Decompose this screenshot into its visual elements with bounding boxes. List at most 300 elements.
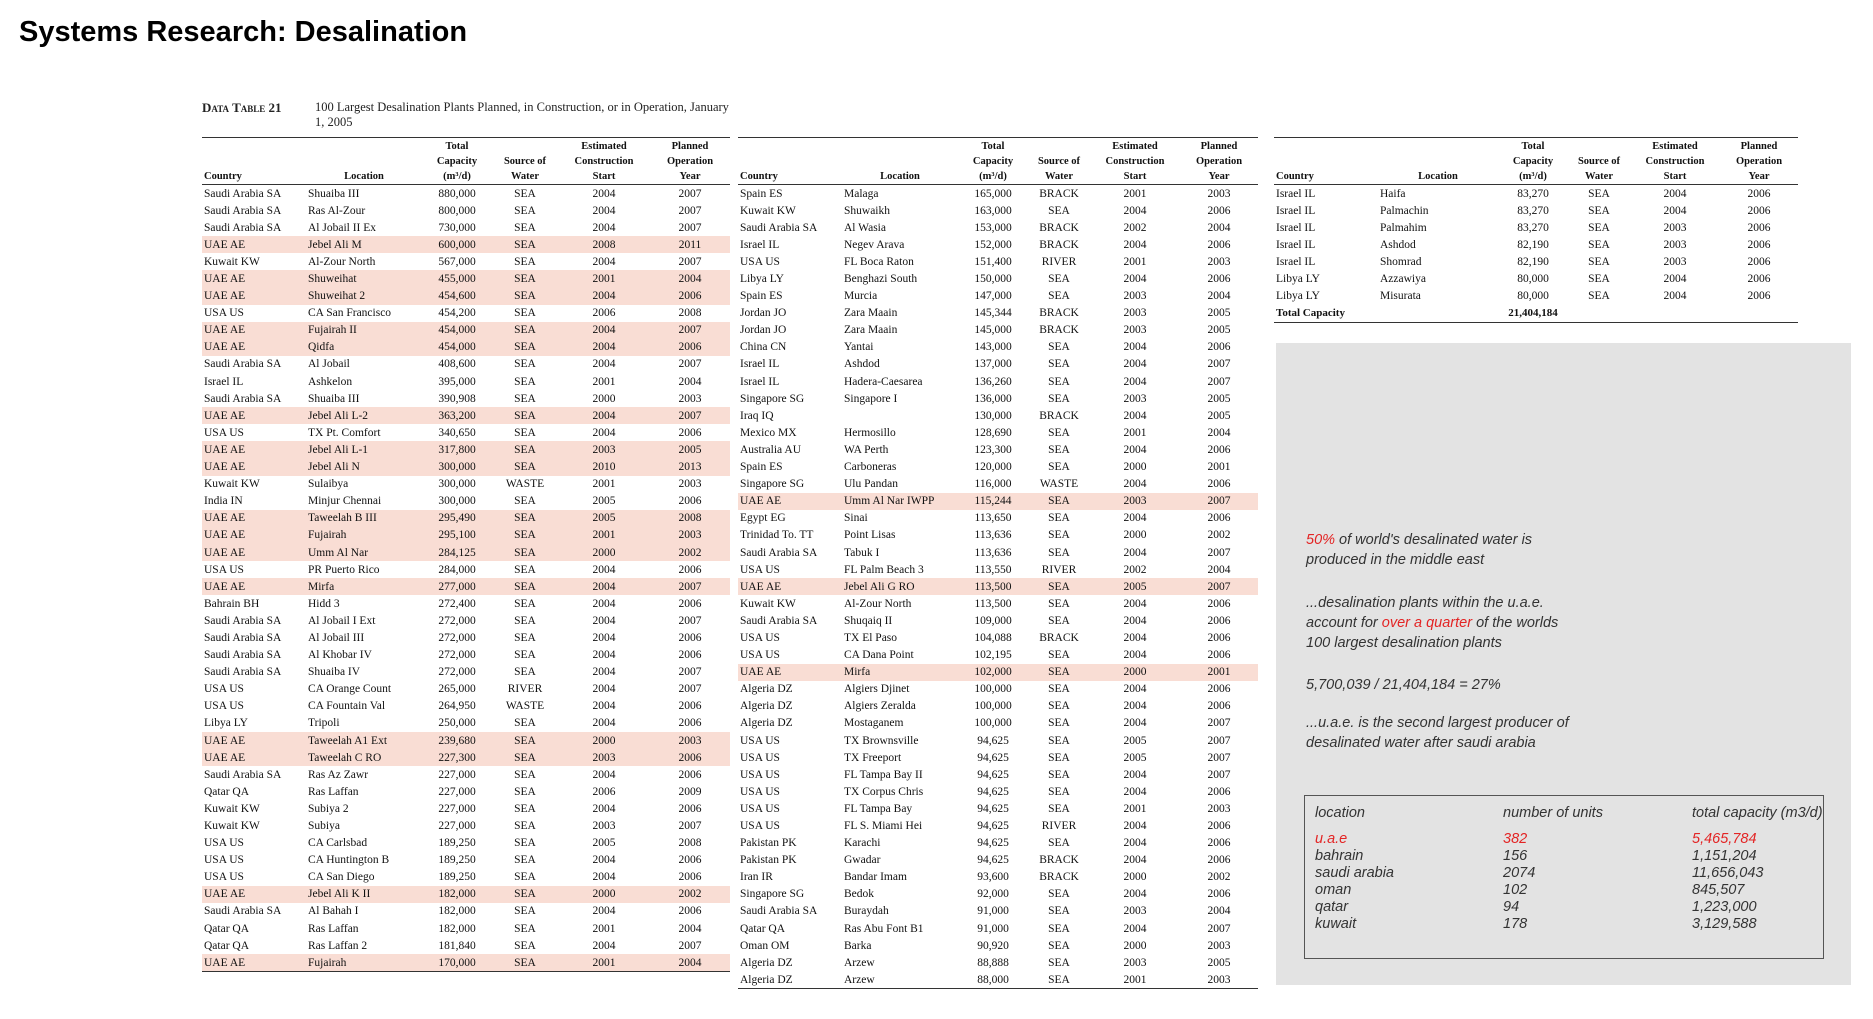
- source-cell: BRACK: [1039, 187, 1079, 200]
- location-cell: Al Jobail: [308, 358, 350, 371]
- table-body-2: [738, 185, 1258, 989]
- operation-year-cell: 2007: [678, 614, 702, 627]
- source-cell: SEA: [1588, 187, 1610, 200]
- col-source-label: Source of Water: [1037, 156, 1081, 182]
- table-label: Data Table 21: [202, 100, 282, 115]
- summary-header-location: location: [1315, 805, 1365, 821]
- country-cell: USA US: [740, 631, 780, 644]
- capacity-cell: 88,888: [977, 956, 1009, 969]
- capacity-cell: 153,000: [974, 221, 1012, 234]
- note-text: of world's desalinated water is: [1335, 532, 1533, 548]
- col-operation: [1180, 138, 1258, 185]
- operation-year-cell: 2004: [650, 954, 730, 972]
- source-cell: BRACK: [1039, 238, 1079, 251]
- note-calculation: 5,700,039 / 21,404,184 = 27%: [1306, 677, 1501, 693]
- location-cell: Karachi: [844, 837, 881, 850]
- country-cell: Israel IL: [1276, 221, 1316, 234]
- country-cell: Saudi Arabia SA: [204, 358, 282, 371]
- table-row: [202, 390, 730, 407]
- country-cell: UAE AE: [202, 749, 306, 766]
- table-row: [738, 595, 1258, 612]
- country-cell: India IN: [204, 495, 243, 508]
- operation-year-cell: 2007: [1180, 578, 1258, 595]
- construction-start-cell: 2000: [1123, 871, 1147, 884]
- page-title: Systems Research: Desalination: [19, 16, 468, 48]
- location-cell: Yantai: [844, 341, 874, 354]
- operation-year-cell: 2007: [678, 939, 702, 952]
- capacity-cell: 113,650: [974, 512, 1012, 525]
- operation-year-cell: 2006: [1207, 478, 1231, 491]
- location-cell: Murcia: [844, 290, 878, 303]
- construction-start-cell: 2004: [1123, 409, 1147, 422]
- table-row: [738, 971, 1258, 989]
- col-source: [492, 138, 558, 185]
- operation-year-cell: 2006: [1747, 204, 1771, 217]
- source-cell: SEA: [1048, 837, 1070, 850]
- summary-units: 382: [1503, 831, 1528, 847]
- operation-year-cell: 2007: [678, 358, 702, 371]
- table-row: [738, 835, 1258, 852]
- table-row: [738, 766, 1258, 783]
- capacity-cell: 250,000: [438, 717, 476, 730]
- capacity-cell: 94,625: [977, 837, 1009, 850]
- operation-year-cell: 2006: [678, 631, 702, 644]
- country-cell: Israel IL: [1276, 238, 1316, 251]
- operation-year-cell: 2007: [650, 578, 730, 595]
- source-cell: SEA: [1588, 290, 1610, 303]
- total-value: 21,404,184: [1498, 305, 1568, 323]
- operation-year-cell: 2002: [650, 544, 730, 561]
- location-cell: Barka: [844, 939, 872, 952]
- operation-year-cell: 2006: [678, 717, 702, 730]
- capacity-cell: 120,000: [974, 461, 1012, 474]
- location-cell: Ras Az Zawr: [308, 768, 369, 781]
- country-cell: Libya LY: [204, 717, 248, 730]
- construction-start-cell: 2005: [1123, 734, 1147, 747]
- location-cell: CA Huntington B: [308, 854, 390, 867]
- country-cell: Qatar QA: [204, 922, 250, 935]
- construction-start-cell: 2003: [1123, 324, 1147, 337]
- data-table-3: [1274, 137, 1798, 323]
- table-row: [738, 698, 1258, 715]
- country-cell: UAE AE: [202, 544, 306, 561]
- location-cell: Azzawiya: [1380, 273, 1426, 286]
- col-capacity: [958, 138, 1028, 185]
- construction-start-cell: 2003: [1090, 493, 1180, 510]
- table-row: [738, 305, 1258, 322]
- construction-start-cell: 2003: [1663, 255, 1687, 268]
- country-cell: Singapore SG: [740, 392, 805, 405]
- construction-start-cell: 2004: [1123, 546, 1147, 559]
- location-cell: FL S. Miami Hei: [844, 820, 923, 833]
- capacity-cell: 82,190: [1517, 255, 1549, 268]
- capacity-cell: 80,000: [1517, 273, 1549, 286]
- table-row: [202, 356, 730, 373]
- col-capacity: [422, 138, 492, 185]
- table-row: [202, 288, 730, 305]
- location-cell: Al Wasia: [844, 221, 886, 234]
- country-cell: Mexico MX: [740, 426, 797, 439]
- capacity-cell: 277,000: [422, 578, 492, 595]
- source-cell: SEA: [514, 392, 536, 405]
- operation-year-cell: 2003: [678, 478, 702, 491]
- location-cell: [842, 407, 958, 424]
- operation-year-cell: 2003: [1207, 802, 1231, 815]
- table-row: [738, 510, 1258, 527]
- construction-start-cell: 2004: [1123, 922, 1147, 935]
- country-cell: UAE AE: [202, 407, 306, 424]
- total-label: Total Capacity: [1274, 305, 1498, 323]
- capacity-cell: 102,000: [958, 664, 1028, 681]
- location-cell: Zara Maain: [844, 324, 898, 337]
- source-cell: SEA: [492, 339, 558, 356]
- table-row: [1274, 219, 1798, 236]
- construction-start-cell: 2000: [592, 392, 616, 405]
- table-row: [202, 459, 730, 476]
- location-cell: Ras Abu Font B1: [844, 922, 924, 935]
- capacity-cell: 272,000: [438, 649, 476, 662]
- capacity-cell: 94,625: [977, 802, 1009, 815]
- location-cell: Ras Al-Zour: [308, 204, 366, 217]
- col-source-label: Source of Water: [503, 156, 547, 182]
- operation-year-cell: 2005: [1207, 307, 1231, 320]
- source-cell: SEA: [1048, 358, 1070, 371]
- table-row: [738, 664, 1258, 681]
- construction-start-cell: 2005: [1090, 578, 1180, 595]
- table-row: [202, 732, 730, 749]
- table-row: [202, 270, 730, 287]
- table-row: [202, 783, 730, 800]
- location-cell: Shuqaiq II: [844, 614, 893, 627]
- construction-start-cell: 2004: [592, 768, 616, 781]
- location-cell: Al-Zour North: [844, 597, 912, 610]
- table-row: [202, 629, 730, 646]
- summary-units: 102: [1503, 882, 1528, 898]
- table-row: [738, 629, 1258, 646]
- operation-year-cell: 2007: [678, 204, 702, 217]
- capacity-cell: 284,000: [438, 563, 476, 576]
- operation-year-cell: 2006: [1207, 820, 1231, 833]
- capacity-cell: 390,908: [438, 392, 476, 405]
- operation-year-cell: 2007: [678, 255, 702, 268]
- location-cell: Al-Zour North: [308, 255, 376, 268]
- construction-start-cell: 2004: [592, 700, 616, 713]
- capacity-cell: 93,600: [977, 871, 1009, 884]
- table-row: [738, 715, 1258, 732]
- table-row: [738, 390, 1258, 407]
- location-cell: Carboneras: [844, 461, 897, 474]
- note-text: account for: [1306, 615, 1382, 631]
- source-cell: SEA: [514, 204, 536, 217]
- source-cell: SEA: [1048, 614, 1070, 627]
- note-highlight: 50%: [1306, 532, 1336, 548]
- table-row: [738, 253, 1258, 270]
- location-cell: FL Tampa Bay II: [844, 768, 923, 781]
- source-cell: SEA: [514, 871, 536, 884]
- table-row: [202, 886, 730, 903]
- table-row: [738, 647, 1258, 664]
- table-row: [1274, 202, 1798, 219]
- country-cell: Saudi Arabia SA: [204, 187, 282, 200]
- construction-start-cell: 2004: [592, 683, 616, 696]
- operation-year-cell: 2003: [1207, 939, 1231, 952]
- operation-year-cell: 2006: [678, 854, 702, 867]
- country-cell: USA US: [740, 649, 780, 662]
- table-row: [738, 527, 1258, 544]
- construction-start-cell: 2004: [1123, 888, 1147, 901]
- country-cell: Israel IL: [1276, 255, 1316, 268]
- operation-year-cell: 2008: [678, 307, 702, 320]
- location-cell: Subiya 2: [308, 802, 349, 815]
- source-cell: SEA: [514, 905, 536, 918]
- construction-start-cell: 2002: [1123, 221, 1147, 234]
- country-cell: Egypt EG: [740, 512, 786, 525]
- capacity-cell: 567,000: [438, 255, 476, 268]
- country-cell: USA US: [740, 820, 780, 833]
- location-cell: Sinai: [844, 512, 868, 525]
- location-cell: Ras Laffan: [308, 922, 359, 935]
- source-cell: WASTE: [505, 700, 545, 713]
- note-line: [1306, 530, 1532, 550]
- capacity-cell: 123,300: [974, 443, 1012, 456]
- location-cell: Subiya: [308, 820, 340, 833]
- country-cell: Israel IL: [740, 358, 780, 371]
- note-second-largest: [1306, 713, 1569, 753]
- operation-year-cell: 2007: [678, 820, 702, 833]
- source-cell: SEA: [1048, 443, 1070, 456]
- source-cell: SEA: [492, 510, 558, 527]
- location-cell: Umm Al Nar IWPP: [842, 493, 958, 510]
- construction-start-cell: 2001: [1123, 802, 1147, 815]
- table-row: [202, 800, 730, 817]
- capacity-cell: 113,550: [974, 563, 1012, 576]
- country-cell: UAE AE: [738, 493, 842, 510]
- table-row: [202, 647, 730, 664]
- source-cell: SEA: [1048, 717, 1070, 730]
- col-construction: [558, 138, 650, 185]
- construction-start-cell: 2000: [1123, 461, 1147, 474]
- summary-header-units: number of units: [1503, 805, 1603, 821]
- construction-start-cell: 2003: [558, 441, 650, 458]
- location-cell: Shuaiba III: [308, 187, 360, 200]
- location-cell: CA Fountain Val: [308, 700, 386, 713]
- capacity-cell: 115,244: [958, 493, 1028, 510]
- country-cell: USA US: [740, 255, 780, 268]
- construction-start-cell: 2004: [1123, 717, 1147, 730]
- source-cell: SEA: [514, 495, 536, 508]
- location-cell: Ashdod: [1380, 238, 1416, 251]
- table-row: [202, 185, 730, 203]
- location-cell: TX Corpus Chris: [844, 785, 924, 798]
- operation-year-cell: 2006: [1207, 597, 1231, 610]
- table-row: [202, 817, 730, 834]
- operation-year-cell: 2007: [678, 187, 702, 200]
- operation-year-cell: 2006: [678, 597, 702, 610]
- capacity-cell: 94,625: [977, 751, 1009, 764]
- operation-year-cell: 2003: [678, 392, 702, 405]
- source-cell: WASTE: [1039, 478, 1079, 491]
- construction-start-cell: 2004: [1123, 375, 1147, 388]
- capacity-cell: 227,000: [438, 802, 476, 815]
- col-country: Country: [738, 138, 842, 185]
- source-cell: SEA: [1588, 255, 1610, 268]
- location-cell: Jebel Ali L-2: [306, 407, 422, 424]
- operation-year-cell: 2006: [1747, 187, 1771, 200]
- capacity-cell: 130,000: [974, 409, 1012, 422]
- operation-year-cell: 2007: [1180, 493, 1258, 510]
- country-cell: Algeria DZ: [740, 700, 793, 713]
- capacity-cell: 163,000: [974, 204, 1012, 217]
- source-cell: SEA: [492, 578, 558, 595]
- country-cell: Iran IR: [740, 871, 773, 884]
- operation-year-cell: 2006: [1747, 238, 1771, 251]
- location-cell: Algiers Djinet: [844, 683, 910, 696]
- source-cell: SEA: [1588, 273, 1610, 286]
- construction-start-cell: 2004: [558, 322, 650, 339]
- country-cell: Jordan JO: [740, 307, 787, 320]
- capacity-cell: 265,000: [438, 683, 476, 696]
- source-cell: SEA: [492, 749, 558, 766]
- location-cell: Tabuk I: [844, 546, 880, 559]
- construction-start-cell: 2004: [592, 905, 616, 918]
- location-cell: Al Jobail I Ext: [308, 614, 376, 627]
- table-row: [738, 578, 1258, 595]
- country-cell: Israel IL: [204, 375, 244, 388]
- country-cell: UAE AE: [202, 339, 306, 356]
- operation-year-cell: 2006: [1207, 837, 1231, 850]
- table-header-row: [202, 138, 730, 185]
- table-row: [738, 920, 1258, 937]
- construction-start-cell: 2003: [1123, 307, 1147, 320]
- table-row: [202, 835, 730, 852]
- construction-start-cell: 2004: [592, 717, 616, 730]
- source-cell: SEA: [1048, 802, 1070, 815]
- operation-year-cell: 2006: [1207, 341, 1231, 354]
- capacity-cell: 408,600: [438, 358, 476, 371]
- capacity-cell: 128,690: [974, 426, 1012, 439]
- construction-start-cell: 2004: [1663, 273, 1687, 286]
- construction-start-cell: 2004: [592, 666, 616, 679]
- source-cell: SEA: [1048, 273, 1070, 286]
- country-cell: UAE AE: [738, 664, 842, 681]
- table-row: [738, 954, 1258, 971]
- note-highlight: over a quarter: [1381, 615, 1473, 631]
- location-cell: Taweelah B III: [306, 510, 422, 527]
- location-cell: Arzew: [842, 971, 958, 989]
- location-cell: TX Freeport: [844, 751, 902, 764]
- operation-year-cell: 2004: [678, 375, 702, 388]
- construction-start-cell: 2001: [592, 922, 616, 935]
- col-construction-label: Estimated Construction Start: [1645, 141, 1705, 182]
- source-cell: SEA: [514, 358, 536, 371]
- country-cell: USA US: [204, 307, 244, 320]
- source-cell: SEA: [492, 544, 558, 561]
- construction-start-cell: 2004: [592, 939, 616, 952]
- location-cell: Shuweihat 2: [306, 288, 422, 305]
- summary-location: oman: [1315, 882, 1352, 898]
- country-cell: Libya LY: [740, 273, 784, 286]
- capacity-cell: 395,000: [438, 375, 476, 388]
- country-cell: Iraq IQ: [740, 409, 774, 422]
- capacity-cell: 880,000: [438, 187, 476, 200]
- country-cell: Qatar QA: [204, 785, 250, 798]
- location-cell: Jebel Ali N: [306, 459, 422, 476]
- source-cell: SEA: [492, 407, 558, 424]
- location-cell: Fujairah II: [306, 322, 422, 339]
- construction-start-cell: 2004: [1123, 478, 1147, 491]
- operation-year-cell: 2006: [1747, 221, 1771, 234]
- table-row: [738, 373, 1258, 390]
- location-cell: Al Bahah I: [308, 905, 359, 918]
- capacity-cell: 189,250: [438, 837, 476, 850]
- construction-start-cell: 2000: [1123, 529, 1147, 542]
- location-cell: Al Jobail III: [308, 631, 365, 644]
- country-cell: Kuwait KW: [204, 820, 260, 833]
- country-cell: Saudi Arabia SA: [740, 905, 818, 918]
- construction-start-cell: 2004: [1123, 785, 1147, 798]
- country-cell: Saudi Arabia SA: [204, 204, 282, 217]
- construction-start-cell: 2004: [592, 204, 616, 217]
- construction-start-cell: 2001: [558, 270, 650, 287]
- summary-units: 94: [1503, 899, 1520, 915]
- table-row: [738, 612, 1258, 629]
- location-cell: Bedok: [844, 888, 875, 901]
- source-cell: SEA: [492, 322, 558, 339]
- capacity-cell: 189,250: [438, 871, 476, 884]
- country-cell: Kuwait KW: [740, 597, 796, 610]
- operation-year-cell: 2006: [650, 288, 730, 305]
- source-cell: SEA: [1048, 426, 1070, 439]
- operation-year-cell: 2006: [1747, 255, 1771, 268]
- capacity-cell: 227,000: [438, 820, 476, 833]
- construction-start-cell: 2004: [1123, 614, 1147, 627]
- construction-start-cell: 2004: [1123, 512, 1147, 525]
- source-cell: SEA: [1048, 751, 1070, 764]
- operation-year-cell: 2006: [1207, 631, 1231, 644]
- capacity-cell: 182,000: [438, 905, 476, 918]
- operation-year-cell: 2006: [678, 768, 702, 781]
- location-cell: Mirfa: [306, 578, 422, 595]
- table-row: [738, 441, 1258, 458]
- location-cell: Point Lisas: [844, 529, 896, 542]
- location-cell: FL Tampa Bay: [844, 802, 913, 815]
- location-cell: Al Khobar IV: [308, 649, 372, 662]
- source-cell: SEA: [1048, 461, 1070, 474]
- operation-year-cell: 2005: [650, 441, 730, 458]
- construction-start-cell: 2000: [558, 544, 650, 561]
- table-row: [1274, 236, 1798, 253]
- location-cell: Palmachin: [1380, 204, 1429, 217]
- operation-year-cell: 2006: [678, 802, 702, 815]
- source-cell: SEA: [514, 922, 536, 935]
- location-cell: CA Dana Point: [844, 649, 914, 662]
- capacity-cell: 113,636: [974, 546, 1012, 559]
- country-cell: UAE AE: [202, 459, 306, 476]
- operation-year-cell: 2006: [678, 495, 702, 508]
- country-cell: UAE AE: [202, 236, 306, 253]
- source-cell: SEA: [1588, 238, 1610, 251]
- source-cell: SEA: [514, 375, 536, 388]
- capacity-cell: 272,000: [438, 631, 476, 644]
- country-cell: UAE AE: [202, 886, 306, 903]
- capacity-cell: 109,000: [974, 614, 1012, 627]
- country-cell: UAE AE: [202, 441, 306, 458]
- location-cell: Palmahim: [1380, 221, 1427, 234]
- operation-year-cell: 2003: [1207, 187, 1231, 200]
- source-cell: SEA: [1588, 221, 1610, 234]
- summary-capacity: 5,465,784: [1692, 831, 1757, 847]
- construction-start-cell: 2003: [1663, 221, 1687, 234]
